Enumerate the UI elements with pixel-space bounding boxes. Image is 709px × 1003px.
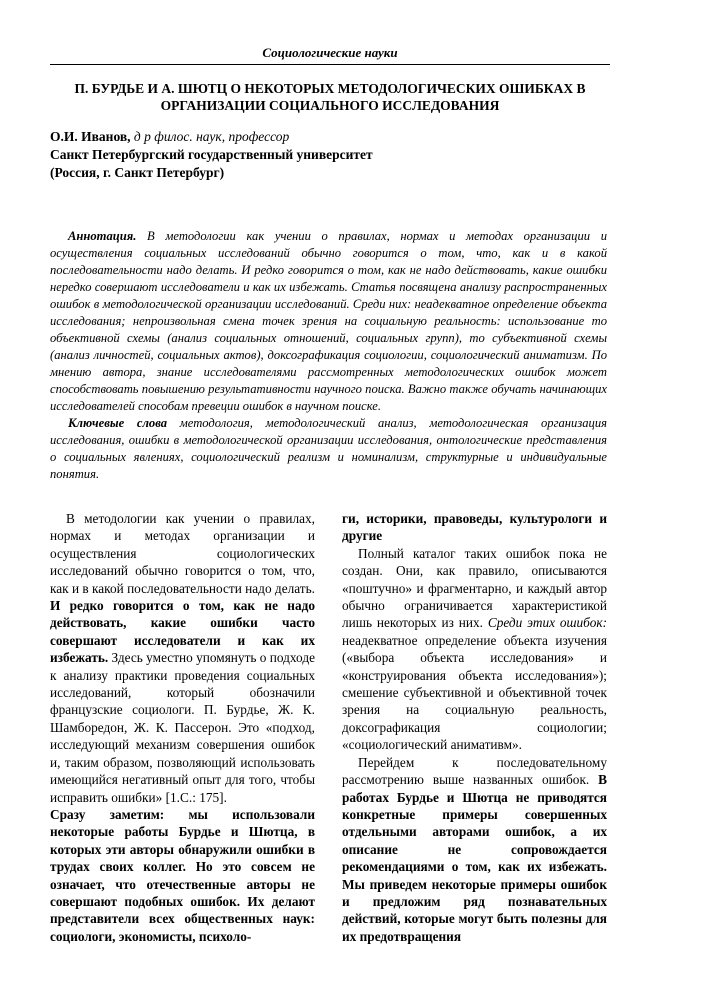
running-head: Социологические науки xyxy=(262,45,398,60)
body-text: Здесь уместно упомянуть о подходе к анализу практики проведения социальных исследований, который обозначили французские социологи. П. Бурдье, Ж. К. Шамборедон, Ж. К. Пассерон. Это «подход, исследующий механизм совершения ошибок и, таким образом, позволяющий использовать имеющийся негативный опыт для того, чтобы исправить ошибки» [1.С.: 175]. xyxy=(50,650,315,805)
header-rule xyxy=(50,64,610,65)
body-column-left xyxy=(50,510,315,945)
abstract-label: Аннотация. xyxy=(68,229,137,243)
body-paragraph xyxy=(50,510,315,806)
author-line xyxy=(50,128,610,146)
author-degree: д р филос. наук, профессор xyxy=(130,129,290,144)
body-emphasis: И редко говорится о том, как не надо действовать, какие ошибки часто совершают исследователи и как их избежать. xyxy=(50,598,315,666)
keywords-label: Ключевые слова xyxy=(68,416,168,430)
keywords-paragraph xyxy=(50,415,607,483)
abstract-text: В методологии как учении о правилах, нормах и методах организации и осуществления социальных исследований обычно говорится о том, что, как и в какой последовательности надо делать. И редко говорится о том, как не надо действовать, какие ошибки нередко совершают исследователи и как их избежать. Статья посвящена анализу распространенных ошибок в методологической организации исследований. Среди них: неадекватное определение объекта исследования; непроизвольная смена точек зрения на социальную реальность: использование то объективной схемы (анализ социальных отношений, социальных групп), то субъективной схемы (анализ личностей, социальных актов), доксографикация социологии, социологический аниматизм. По мнению автора, знание исследователями рассмотренных методологических ошибок может способствовать повышению результативности научного поиска. Важно также обучать начинающих исследователей способам превеции ошибок в научном поиске. xyxy=(50,229,607,413)
body-emphasis: Сразу заметим: мы использовали некоторые работы Бурдье и Шютца, в которых эти авторы обнаружили ошибки в трудах своих коллег. Но это совсем не означает, что отечественные авторы не совершают подобных ошибок. Их делают представители всех общественных наук: социологи, экономисты, психоло- xyxy=(50,806,315,944)
abstract-paragraph xyxy=(50,228,607,415)
body-paragraph xyxy=(50,806,315,945)
title-line-2: ОРГАНИЗАЦИИ СОЦИАЛЬНОГО ИССЛЕДОВАНИЯ xyxy=(160,98,500,113)
body-paragraph xyxy=(342,754,607,945)
keywords-text: методология, методологический анализ, методологическая организация исследования, ошибки в методологической организации исследования, онтологические представления о социальных явлениях, социологический реализм и номинализм, структурные и индивидуальные понятия. xyxy=(50,416,607,481)
author-block xyxy=(50,128,610,182)
body-italic: Среди этих ошибок: xyxy=(487,615,607,631)
article-title xyxy=(50,80,610,114)
body-text: В методологии как учении о правилах, нормах и методах организации и осуществления социологических исследований обычно говорится о том, что, как и в какой последовательности надо делать. xyxy=(50,511,315,596)
body-paragraph xyxy=(342,545,607,754)
body-text: Перейдем к последовательному рассмотрению выше названных ошибок. xyxy=(342,754,607,788)
author-location: (Россия, г. Санкт Петербург) xyxy=(50,165,225,180)
body-text: Полный каталог таких ошибок пока не создан. Они, как правило, описываются «поштучно» и фрагментарно, и каждый автор обычно ограничивается характеристикой лишь некоторых из них. xyxy=(342,545,607,631)
body-text: неадекватное определение объекта изучения («выбора объекта исследования» и «конструирования объекта исследования»); смешение субъективной и объективной точек зрения на социальную реальность, доксографикация социологии; «социологический анимативм». xyxy=(342,632,607,753)
author-affiliation: Санкт Петербургский государственный университет xyxy=(50,147,373,162)
body-column-right xyxy=(342,510,607,945)
body-emphasis: В работах Бурдье и Шютца не приводятся конкретные примеры совершенных отдельными авторами ошибок, а их описание не сопровождается рекомендациями о том, как их избежать. Мы приведем некоторые примеры ошибок и предложим ряд познавательных действий, которые могут быть полезны для их предотвращения xyxy=(342,772,607,944)
title-line-1: П. БУРДЬЕ И А. ШЮТЦ О НЕКОТОРЫХ МЕТОДОЛОГИЧЕСКИХ ОШИБКАХ В xyxy=(74,81,586,96)
abstract xyxy=(50,228,607,483)
body-paragraph xyxy=(342,510,607,545)
body-emphasis: ги, историки, правоведы, культурологи и другие xyxy=(342,511,607,544)
author-name: О.И. Иванов, xyxy=(50,129,131,144)
